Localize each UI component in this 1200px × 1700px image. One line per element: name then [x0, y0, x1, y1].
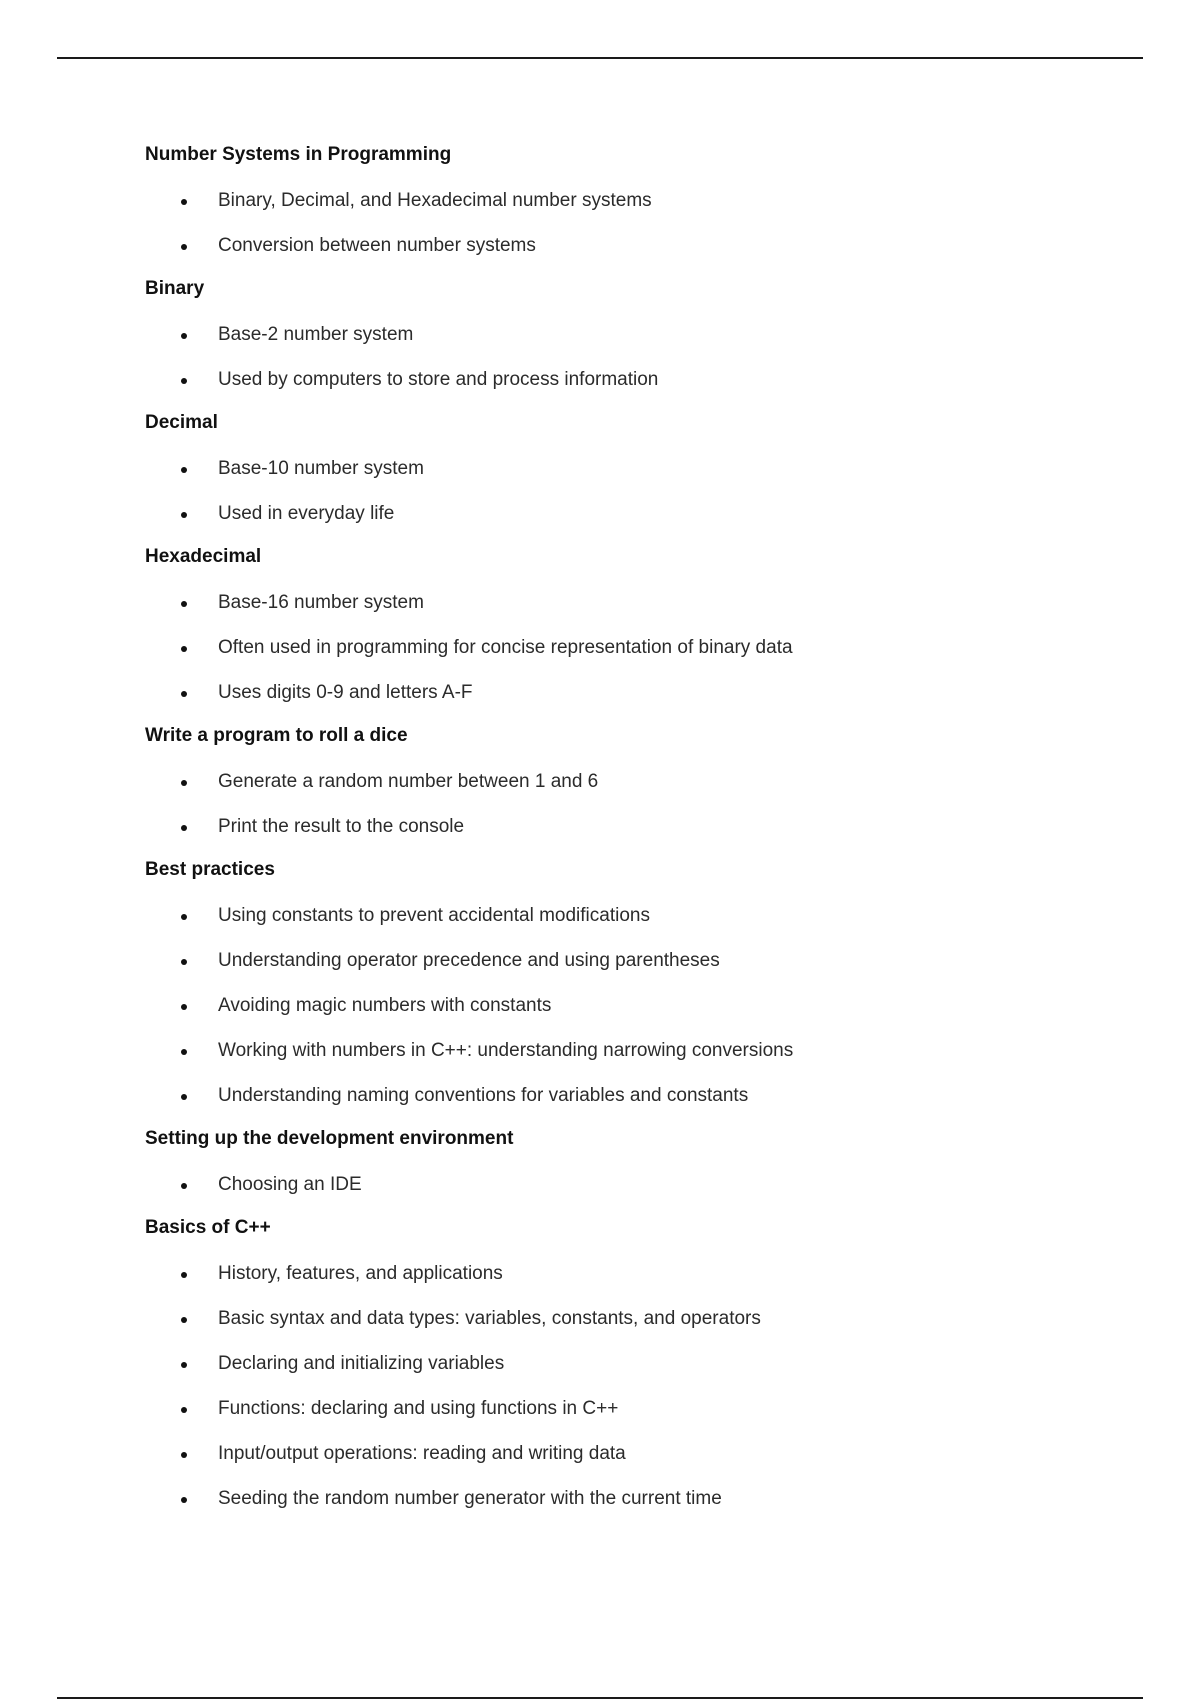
bullet-icon	[181, 1407, 187, 1413]
bullet-icon	[181, 244, 187, 250]
footer-rule	[57, 1697, 1143, 1699]
bullet-list	[145, 770, 1145, 839]
list-item-text: Print the result to the console	[218, 816, 465, 837]
list-item-text: Declaring and initializing variables	[218, 1353, 505, 1374]
bullet-icon	[181, 1272, 187, 1278]
section-heading: Decimal	[145, 412, 218, 433]
list-item-text: Base-10 number system	[218, 458, 424, 479]
list-item-text: Base-2 number system	[218, 324, 414, 345]
list-item	[145, 457, 1145, 481]
bullet-icon	[181, 1317, 187, 1323]
bullet-icon	[181, 378, 187, 384]
bullet-list	[145, 591, 1145, 705]
list-item-text: Used in everyday life	[218, 503, 395, 524]
section-heading: Number Systems in Programming	[145, 144, 452, 165]
list-item	[145, 1307, 1145, 1331]
bullet-list	[145, 457, 1145, 526]
bullet-list	[145, 1173, 1145, 1197]
list-item	[145, 949, 1145, 973]
list-item	[145, 189, 1145, 213]
bullet-icon	[181, 1452, 187, 1458]
list-item	[145, 323, 1145, 347]
list-item	[145, 1397, 1145, 1421]
list-item-text: Understanding naming conventions for variables and constants	[218, 1085, 749, 1106]
list-item-text: Used by computers to store and process information	[218, 369, 659, 390]
list-item-text: Generate a random number between 1 and 6	[218, 771, 599, 792]
list-item	[145, 1039, 1145, 1063]
list-item	[145, 681, 1145, 705]
list-item	[145, 1262, 1145, 1286]
bullet-icon	[181, 825, 187, 831]
bullet-icon	[181, 467, 187, 473]
bullet-list	[145, 904, 1145, 1108]
list-item	[145, 591, 1145, 615]
bullet-icon	[181, 1004, 187, 1010]
bullet-icon	[181, 1049, 187, 1055]
list-item-text: Avoiding magic numbers with constants	[218, 995, 552, 1016]
list-item-text: Basic syntax and data types: variables, constants, and operators	[218, 1308, 761, 1329]
list-item-text: Functions: declaring and using functions in C++	[218, 1398, 619, 1419]
list-item	[145, 502, 1145, 526]
list-item-text: Base-16 number system	[218, 592, 424, 613]
list-item	[145, 368, 1145, 392]
section-heading: Binary	[145, 278, 205, 299]
bullet-icon	[181, 959, 187, 965]
bullet-icon	[181, 1362, 187, 1368]
bullet-icon	[181, 601, 187, 607]
section-heading: Basics of C++	[145, 1217, 271, 1238]
list-item-text: Binary, Decimal, and Hexadecimal number systems	[218, 190, 652, 211]
section-heading: Best practices	[145, 859, 275, 880]
list-item	[145, 994, 1145, 1018]
bullet-icon	[181, 780, 187, 786]
bullet-icon	[181, 1497, 187, 1503]
bullet-list	[145, 189, 1145, 258]
header-rule	[57, 57, 1143, 59]
list-item-text: Input/output operations: reading and writing data	[218, 1443, 626, 1464]
section-heading: Setting up the development environment	[145, 1128, 514, 1149]
list-item-text: Working with numbers in C++: understanding narrowing conversions	[218, 1040, 794, 1061]
list-item-text: Seeding the random number generator with the current time	[218, 1488, 722, 1509]
section-heading: Write a program to roll a dice	[145, 725, 408, 746]
bullet-icon	[181, 914, 187, 920]
list-item	[145, 815, 1145, 839]
list-item	[145, 1352, 1145, 1376]
list-item	[145, 636, 1145, 660]
bullet-icon	[181, 333, 187, 339]
list-item-text: Uses digits 0-9 and letters A-F	[218, 682, 473, 703]
list-item	[145, 904, 1145, 928]
list-item-text: Understanding operator precedence and using parentheses	[218, 950, 720, 971]
bullet-list	[145, 323, 1145, 392]
list-item-text: History, features, and applications	[218, 1263, 503, 1284]
list-item	[145, 234, 1145, 258]
list-item-text: Using constants to prevent accidental modifications	[218, 905, 650, 926]
list-item	[145, 1442, 1145, 1466]
list-item-text: Often used in programming for concise representation of binary data	[218, 637, 793, 658]
list-item-text: Conversion between number systems	[218, 235, 536, 256]
list-item	[145, 1487, 1145, 1511]
bullet-icon	[181, 646, 187, 652]
bullet-list	[145, 1262, 1145, 1511]
bullet-icon	[181, 691, 187, 697]
bullet-icon	[181, 512, 187, 518]
bullet-icon	[181, 1183, 187, 1189]
bullet-icon	[181, 1094, 187, 1100]
section-heading: Hexadecimal	[145, 546, 262, 567]
list-item	[145, 770, 1145, 794]
list-item	[145, 1173, 1145, 1197]
list-item	[145, 1084, 1145, 1108]
document-body	[145, 143, 1145, 1530]
bullet-icon	[181, 199, 187, 205]
list-item-text: Choosing an IDE	[218, 1174, 362, 1195]
